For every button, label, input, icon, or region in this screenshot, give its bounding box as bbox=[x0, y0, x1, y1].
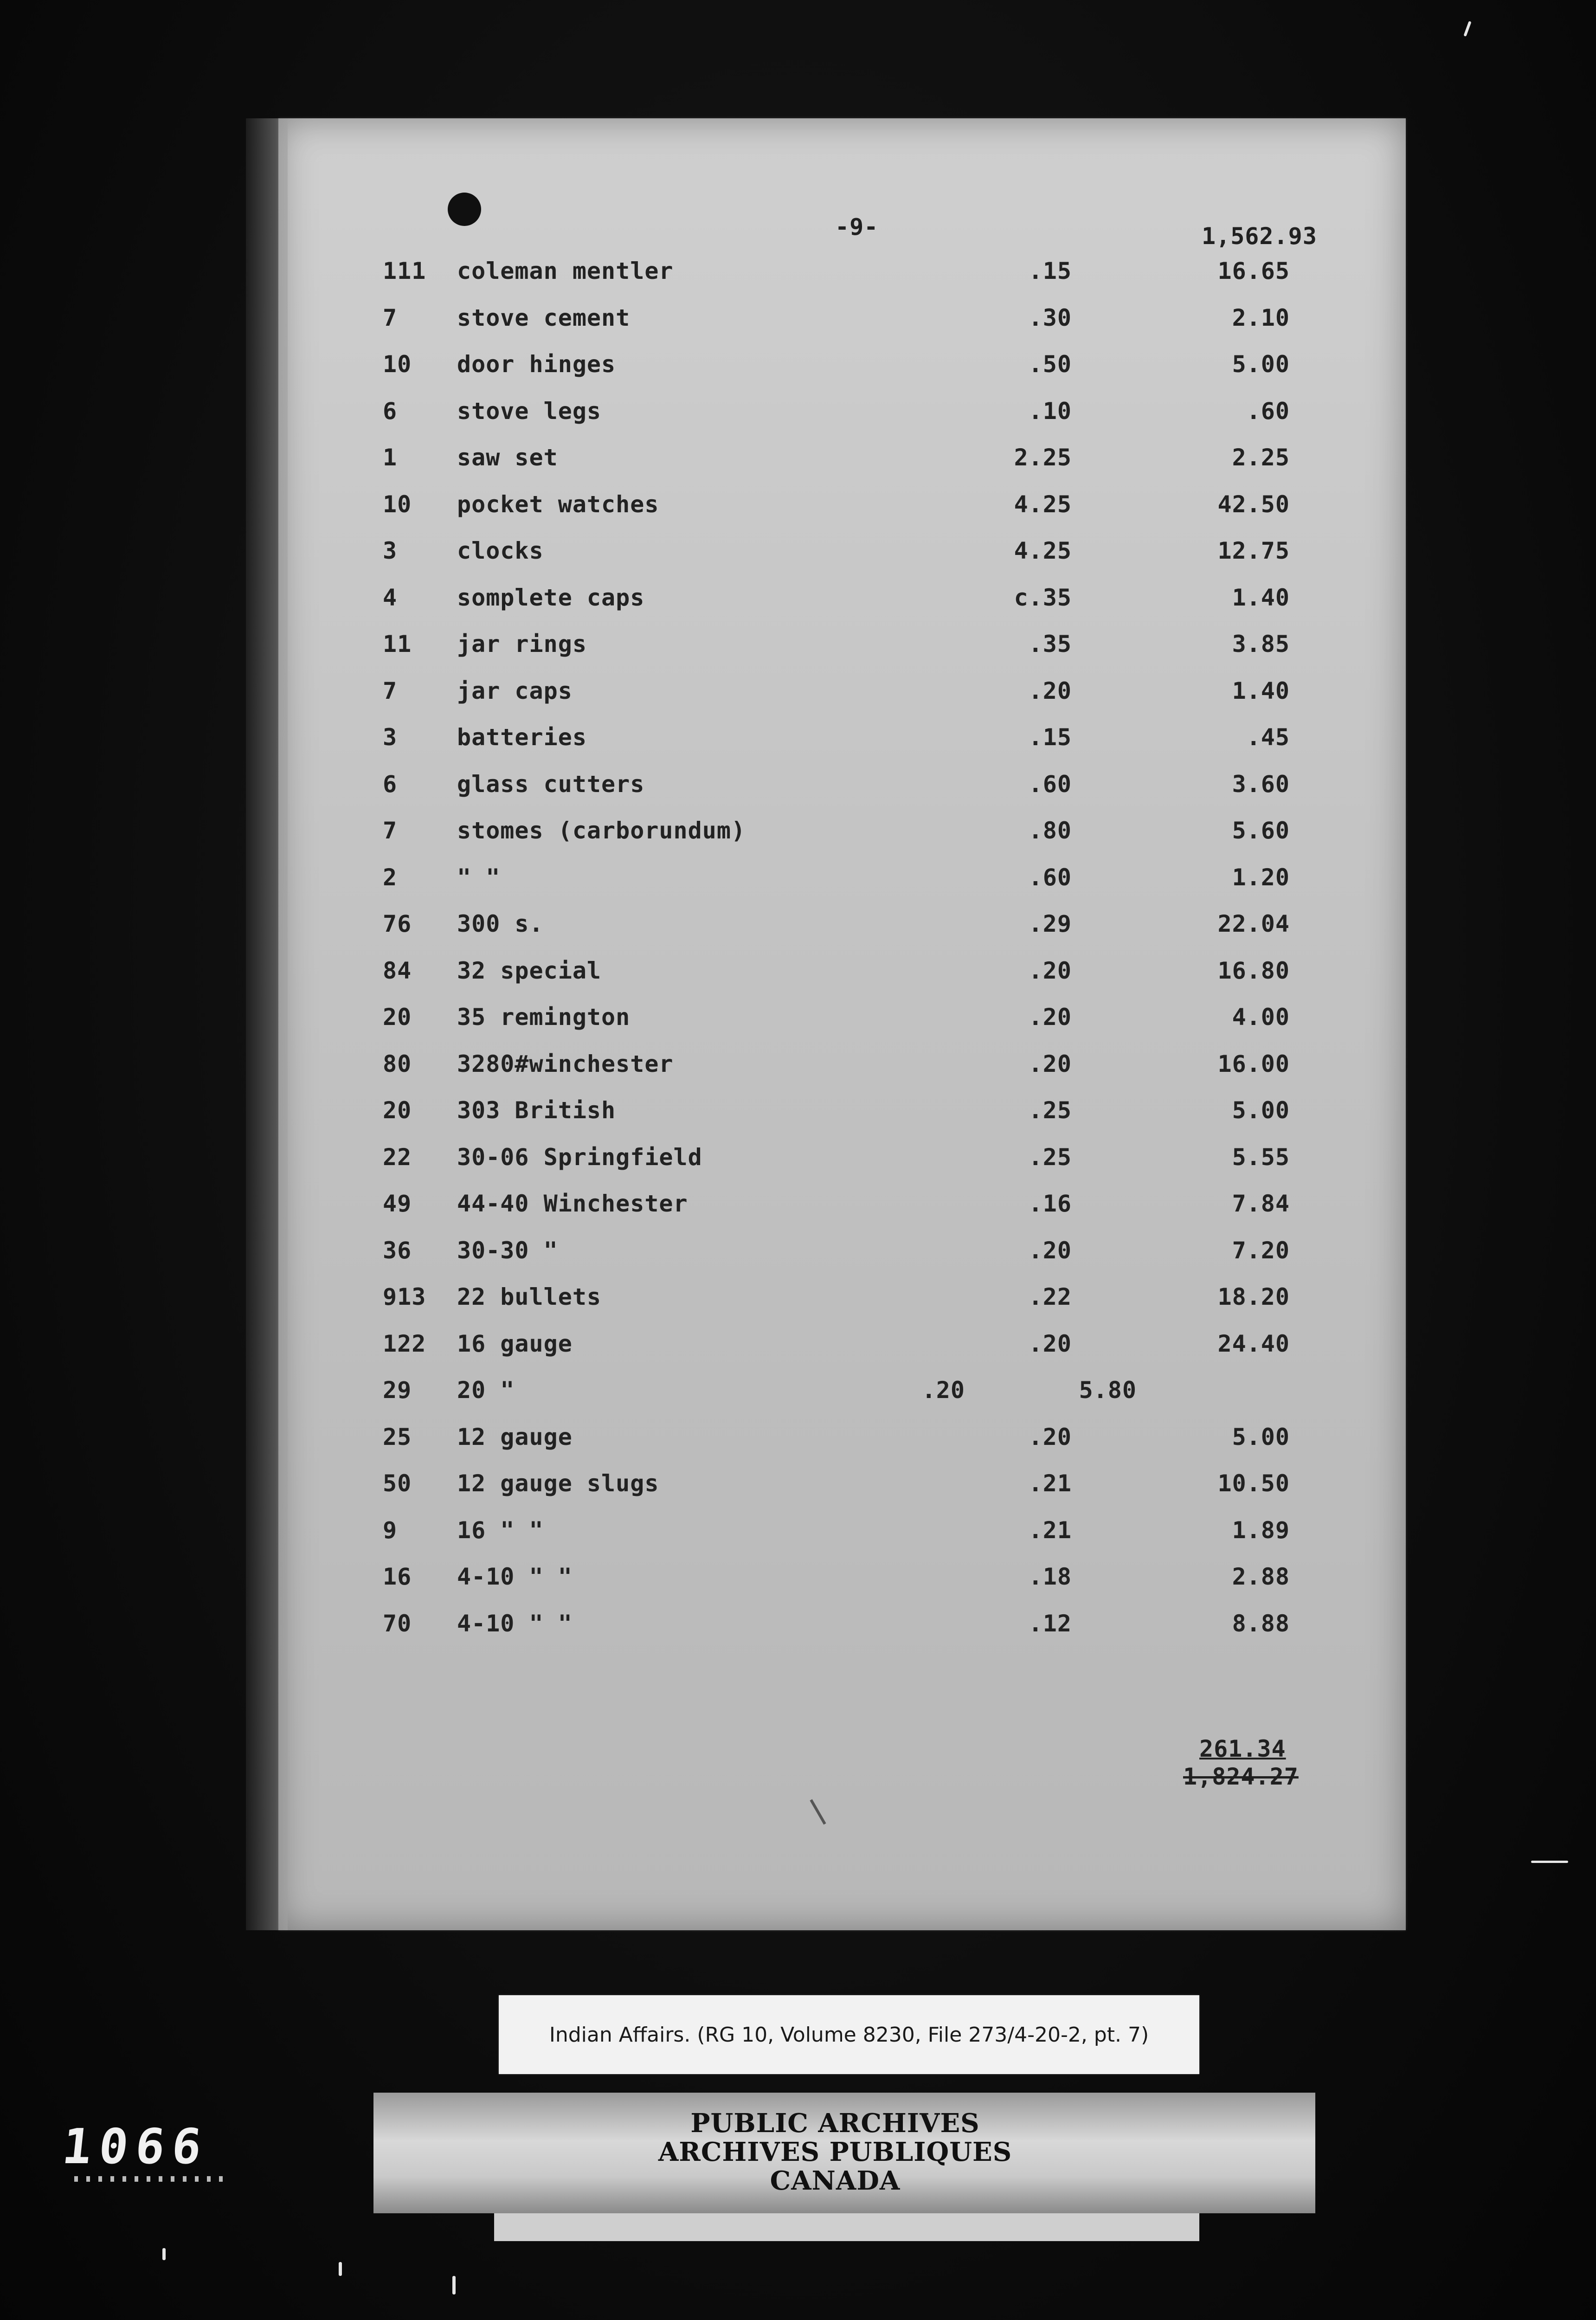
ledger-line-total: 5.60 bbox=[1232, 817, 1290, 844]
ledger-row bbox=[278, 771, 1406, 818]
ledger-row bbox=[278, 444, 1406, 491]
ledger-qty: 70 bbox=[383, 1610, 412, 1637]
ledger-qty: 76 bbox=[383, 910, 412, 937]
ledger-item: 12 gauge bbox=[457, 1423, 573, 1450]
ledger-item: pocket watches bbox=[457, 490, 659, 518]
frame-counter-ticks bbox=[74, 2176, 223, 2182]
ledger-unit-price: .60 bbox=[1028, 770, 1072, 798]
ledger-unit-price: 2.25 bbox=[1014, 444, 1072, 471]
ledger-row bbox=[278, 584, 1406, 631]
ledger-qty: 16 bbox=[383, 1563, 412, 1590]
pencil-stroke bbox=[810, 1799, 826, 1825]
ledger-unit-price: .15 bbox=[1028, 724, 1072, 751]
ledger-item: stove cement bbox=[457, 304, 631, 331]
ledger-row bbox=[278, 1610, 1406, 1657]
archives-stamp bbox=[603, 2109, 1067, 2195]
ledger-item: 32 special bbox=[457, 957, 602, 984]
ledger-qty: 84 bbox=[383, 957, 412, 984]
ledger-qty: 3 bbox=[383, 537, 398, 564]
ledger-line-total: 42.50 bbox=[1217, 490, 1290, 518]
ledger-line-total: .60 bbox=[1246, 397, 1290, 425]
ledger-line-total: 18.20 bbox=[1217, 1283, 1290, 1310]
ledger-row bbox=[278, 1097, 1406, 1144]
ledger-row bbox=[278, 1563, 1406, 1610]
ledger-row bbox=[278, 910, 1406, 957]
ledger-unit-price: .20 bbox=[921, 1377, 965, 1404]
ledger-line-total: 7.20 bbox=[1232, 1237, 1290, 1264]
ledger-unit-price: .21 bbox=[1028, 1470, 1072, 1497]
ledger-line-total: 10.50 bbox=[1217, 1470, 1290, 1497]
ledger-qty: 2 bbox=[383, 864, 398, 891]
ledger-row bbox=[278, 491, 1406, 538]
ledger-qty: 22 bbox=[383, 1143, 412, 1171]
ledger-line-total: 24.40 bbox=[1217, 1330, 1290, 1357]
ledger-table bbox=[278, 258, 1406, 1656]
ledger-unit-price: .20 bbox=[1028, 1050, 1072, 1077]
ledger-unit-price: .30 bbox=[1028, 304, 1072, 331]
ledger-unit-price: .20 bbox=[1028, 677, 1072, 704]
ledger-line-total: 4.00 bbox=[1232, 1004, 1290, 1031]
ledger-item: 4-10 " " bbox=[457, 1610, 573, 1637]
ledger-unit-price: .35 bbox=[1028, 631, 1072, 657]
ledger-qty: 20 bbox=[383, 1097, 412, 1124]
ledger-row bbox=[278, 864, 1406, 911]
ledger-line-total: 16.65 bbox=[1217, 258, 1290, 284]
ledger-line-total: 3.60 bbox=[1232, 770, 1290, 798]
catalog-label-text: Indian Affairs. (RG 10, Volume 8230, File 273/4-20-2, pt. 7) bbox=[549, 2023, 1149, 2047]
ledger-item: 44-40 Winchester bbox=[457, 1190, 688, 1217]
frame-counter: 1066 bbox=[59, 2118, 212, 2175]
archives-stamp-line-3: CANADA bbox=[770, 2165, 901, 2196]
ledger-qty: 11 bbox=[383, 631, 412, 657]
ledger-row bbox=[278, 1144, 1406, 1191]
ledger-qty: 50 bbox=[383, 1470, 412, 1497]
ledger-unit-price: .60 bbox=[1028, 864, 1072, 891]
ledger-qty: 111 bbox=[383, 258, 426, 284]
ledger-unit-price: .10 bbox=[1028, 397, 1072, 425]
ledger-qty: 913 bbox=[383, 1283, 426, 1310]
ledger-row bbox=[278, 957, 1406, 1004]
ledger-row bbox=[278, 1330, 1406, 1377]
ledger-row bbox=[278, 1470, 1406, 1517]
archives-plate-edge bbox=[494, 2213, 1199, 2241]
carried-forward-total: 1,562.93 bbox=[1202, 223, 1317, 250]
ledger-unit-price: .20 bbox=[1028, 957, 1072, 984]
film-edge-mark bbox=[1531, 1861, 1568, 1863]
ledger-item: saw set bbox=[457, 444, 558, 471]
film-edge-mark bbox=[162, 2248, 166, 2260]
ledger-row bbox=[278, 537, 1406, 584]
ledger-qty: 4 bbox=[383, 584, 398, 611]
ledger-item: 12 gauge slugs bbox=[457, 1470, 659, 1497]
ledger-item: jar caps bbox=[457, 677, 573, 704]
ledger-qty: 9 bbox=[383, 1516, 398, 1544]
ledger-qty: 7 bbox=[383, 817, 398, 844]
ledger-line-total: 5.00 bbox=[1232, 1423, 1290, 1450]
film-edge-mark bbox=[452, 2276, 456, 2294]
ledger-row bbox=[278, 1517, 1406, 1564]
ledger-unit-price: .20 bbox=[1028, 1004, 1072, 1031]
ledger-qty: 10 bbox=[383, 351, 412, 378]
ledger-item: jar rings bbox=[457, 631, 587, 657]
ledger-line-total: 2.25 bbox=[1232, 444, 1290, 471]
ledger-unit-price: 4.25 bbox=[1014, 537, 1072, 564]
page-subtotal: 261.34 bbox=[1199, 1735, 1286, 1762]
ledger-qty: 3 bbox=[383, 724, 398, 751]
ledger-row bbox=[278, 724, 1406, 771]
ledger-item: 30-30 " bbox=[457, 1237, 558, 1264]
ledger-unit-price: .29 bbox=[1028, 910, 1072, 937]
ledger-unit-price: .25 bbox=[1028, 1097, 1072, 1124]
ledger-qty: 49 bbox=[383, 1190, 412, 1217]
ledger-item: stomes (carborundum) bbox=[457, 817, 746, 844]
ledger-unit-price: .20 bbox=[1028, 1330, 1072, 1357]
ledger-unit-price: .22 bbox=[1028, 1283, 1072, 1310]
archives-stamp-line-2: ARCHIVES PUBLIQUES bbox=[658, 2137, 1012, 2167]
ledger-row bbox=[278, 351, 1406, 398]
ledger-unit-price: .20 bbox=[1028, 1237, 1072, 1264]
ledger-item: 30-06 Springfield bbox=[457, 1143, 702, 1171]
ledger-item: clocks bbox=[457, 537, 544, 564]
ledger-row bbox=[278, 304, 1406, 351]
ledger-row bbox=[278, 817, 1406, 864]
ledger-line-total: 1.40 bbox=[1232, 677, 1290, 704]
ledger-page bbox=[278, 118, 1406, 1930]
ledger-unit-price: .20 bbox=[1028, 1423, 1072, 1450]
ledger-qty: 7 bbox=[383, 677, 398, 704]
ledger-line-total: 5.00 bbox=[1232, 351, 1290, 378]
ledger-item: glass cutters bbox=[457, 770, 645, 798]
ledger-line-total: 16.00 bbox=[1217, 1050, 1290, 1077]
ledger-row bbox=[278, 1190, 1406, 1237]
ledger-qty: 36 bbox=[383, 1237, 412, 1264]
ledger-line-total: 5.80 bbox=[1079, 1377, 1137, 1404]
ledger-unit-price: 4.25 bbox=[1014, 490, 1072, 518]
ledger-row bbox=[278, 631, 1406, 677]
ledger-item: batteries bbox=[457, 724, 587, 751]
ledger-item: 303 British bbox=[457, 1097, 616, 1124]
ledger-line-total: 16.80 bbox=[1217, 957, 1290, 984]
ledger-row bbox=[278, 258, 1406, 304]
ledger-line-total: 5.00 bbox=[1232, 1097, 1290, 1124]
ledger-line-total: 12.75 bbox=[1217, 537, 1290, 564]
punch-hole bbox=[448, 193, 481, 226]
ledger-unit-price: .25 bbox=[1028, 1143, 1072, 1171]
ledger-item: 20 " bbox=[457, 1377, 515, 1404]
ledger-unit-price: .80 bbox=[1028, 817, 1072, 844]
ledger-qty: 6 bbox=[383, 397, 398, 425]
ledger-qty: 20 bbox=[383, 1004, 412, 1031]
ledger-item: 22 bullets bbox=[457, 1283, 602, 1310]
ledger-unit-price: .15 bbox=[1028, 258, 1072, 284]
ledger-item: coleman mentler bbox=[457, 258, 674, 284]
ledger-item: somplete caps bbox=[457, 584, 645, 611]
ledger-line-total: 7.84 bbox=[1232, 1190, 1290, 1217]
ledger-item: 16 gauge bbox=[457, 1330, 573, 1357]
ledger-item: 300 s. bbox=[457, 910, 544, 937]
ledger-qty: 29 bbox=[383, 1377, 412, 1404]
ledger-qty: 6 bbox=[383, 770, 398, 798]
ledger-line-total: .45 bbox=[1246, 724, 1290, 751]
archives-stamp-line-1: PUBLIC ARCHIVES bbox=[690, 2108, 980, 2139]
ledger-unit-price: .12 bbox=[1028, 1610, 1072, 1637]
ledger-row bbox=[278, 1004, 1406, 1050]
ledger-qty: 25 bbox=[383, 1423, 412, 1450]
ledger-qty: 7 bbox=[383, 304, 398, 331]
ledger-line-total: 3.85 bbox=[1232, 631, 1290, 657]
ledger-item: 35 remington bbox=[457, 1004, 631, 1031]
ledger-unit-price: .18 bbox=[1028, 1563, 1072, 1590]
ledger-item: " " bbox=[457, 864, 501, 891]
ledger-line-total: 1.20 bbox=[1232, 864, 1290, 891]
ledger-row bbox=[278, 1424, 1406, 1470]
ledger-unit-price: .16 bbox=[1028, 1190, 1072, 1217]
ledger-row bbox=[278, 398, 1406, 445]
catalog-label bbox=[499, 1995, 1199, 2074]
ledger-qty: 122 bbox=[383, 1330, 426, 1357]
ledger-line-total: 22.04 bbox=[1217, 910, 1290, 937]
ledger-unit-price: .50 bbox=[1028, 351, 1072, 378]
film-edge-mark bbox=[1463, 21, 1471, 37]
ledger-qty: 80 bbox=[383, 1050, 412, 1077]
ledger-row bbox=[278, 677, 1406, 724]
film-edge-mark bbox=[339, 2262, 342, 2276]
ledger-line-total: 1.40 bbox=[1232, 584, 1290, 611]
ledger-item: 3280#winchester bbox=[457, 1050, 674, 1077]
ledger-unit-price: .21 bbox=[1028, 1516, 1072, 1544]
ledger-unit-price: c.35 bbox=[1014, 584, 1072, 611]
ledger-item: door hinges bbox=[457, 351, 616, 378]
running-grand-total: 1,824.27 bbox=[1183, 1763, 1299, 1790]
ledger-line-total: 1.89 bbox=[1232, 1516, 1290, 1544]
ledger-item: stove legs bbox=[457, 397, 602, 425]
ledger-row bbox=[278, 1283, 1406, 1330]
ledger-line-total: 8.88 bbox=[1232, 1610, 1290, 1637]
ledger-row bbox=[278, 1237, 1406, 1284]
ledger-qty: 1 bbox=[383, 444, 398, 471]
page-number: -9- bbox=[835, 213, 879, 240]
ledger-line-total: 2.88 bbox=[1232, 1563, 1290, 1590]
ledger-line-total: 5.55 bbox=[1232, 1143, 1290, 1171]
ledger-item: 16 " " bbox=[457, 1516, 544, 1544]
ledger-line-total: 2.10 bbox=[1232, 304, 1290, 331]
ledger-qty: 10 bbox=[383, 490, 412, 518]
ledger-item: 4-10 " " bbox=[457, 1563, 573, 1590]
ledger-row bbox=[278, 1050, 1406, 1097]
ledger-row bbox=[278, 1377, 1406, 1424]
